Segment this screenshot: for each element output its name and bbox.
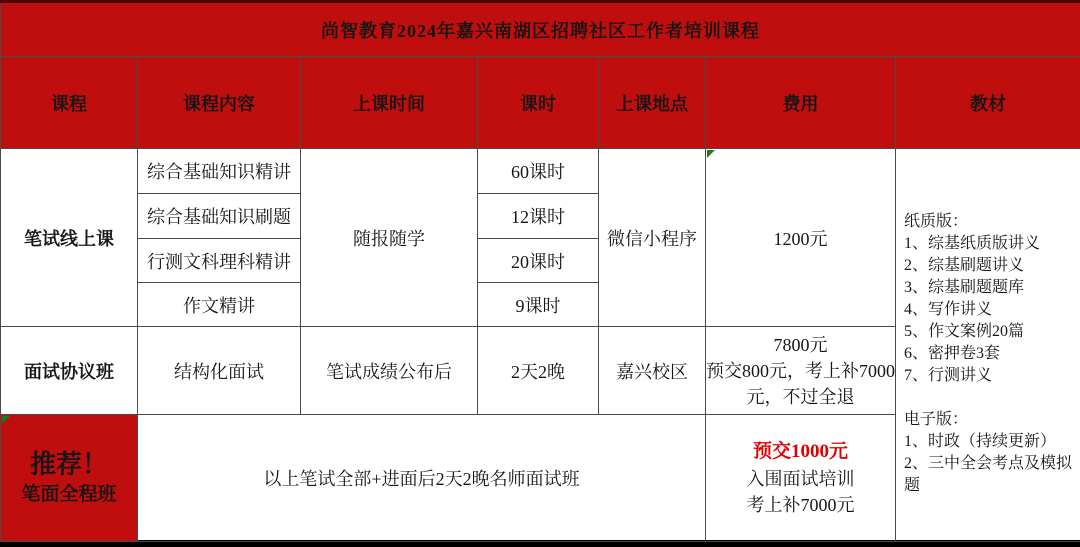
interview-course-hours: 2天2晚 [478,327,599,415]
combo-fee-line: 入围面试培训 [746,469,855,489]
interview-fee-line: 7800元 [773,334,828,355]
materials-list [896,211,1080,497]
materials-paper-title: 纸质版： [904,213,969,230]
materials-digital-item: 2、三中全会考点及模拟题 [904,455,1073,494]
materials-paper-item: 6、密押卷3套 [904,345,1001,362]
written-item-content: 作文精讲 [138,283,301,327]
interview-course-content: 结构化面试 [138,327,301,415]
written-item-hours: 20课时 [478,239,599,283]
table-row [1,149,1080,194]
written-course-fee-cell [706,149,896,327]
error-flag-icon [707,150,715,158]
materials-digital-title: 电子版： [904,411,969,428]
written-course-schedule: 随报随学 [301,149,478,327]
combo-course-name-cell [1,415,138,542]
written-item-hours: 60课时 [478,149,599,194]
col-header-content: 课程内容 [138,57,301,149]
written-course-fee: 1200元 [773,228,828,249]
col-header-schedule: 上课时间 [301,57,478,149]
written-item-content: 综合基础知识刷题 [138,194,301,239]
materials-paper-item: 7、行测讲义 [904,367,993,384]
materials-paper-item: 3、综基刷题题库 [904,279,1025,296]
written-course-name: 笔试线上课 [1,149,138,327]
combo-fee-line: 考上补7000元 [746,495,855,515]
combo-course-badge: 推荐！ [29,450,108,479]
materials-paper-item: 1、综基纸质版讲义 [904,235,1041,252]
col-header-course: 课程 [1,57,138,149]
materials-paper-item: 4、写作讲义 [904,301,993,318]
combo-course-content: 以上笔试全部+进面后2天2晚名师面试班 [138,415,706,542]
col-header-fee: 费用 [706,57,896,149]
materials-cell [896,149,1080,542]
error-flag-icon [2,416,10,424]
col-header-hours: 课时 [478,57,599,149]
interview-course-name: 面试协议班 [1,327,138,415]
combo-course-name: 笔面全程班 [21,484,117,505]
written-item-content: 综合基础知识精讲 [138,149,301,194]
materials-digital-item: 1、时政（持续更新） [904,433,1057,450]
written-item-content: 行测文科理科精讲 [138,239,301,283]
materials-spacer [904,387,1078,409]
combo-fee-highlight: 预交1000元 [752,441,848,462]
col-header-location: 上课地点 [599,57,706,149]
interview-course-schedule: 笔试成绩公布后 [301,327,478,415]
materials-paper-item: 2、综基刷题讲义 [904,257,1025,274]
written-item-hours: 12课时 [478,194,599,239]
interview-fee-line: 元，不过全退 [746,386,855,407]
interview-course-location: 嘉兴校区 [599,327,706,415]
col-header-material: 教材 [896,57,1080,149]
written-course-location: 微信小程序 [599,149,706,327]
interview-course-fee-cell [706,327,896,415]
written-item-hours: 9课时 [478,283,599,327]
interview-fee-line: 预交800元，考上补7000 [706,360,895,381]
page-title: 尚智教育2024年嘉兴南湖区招聘社区工作者培训课程 [1,2,1080,57]
materials-paper-item: 5、作文案例20篇 [904,323,1025,340]
combo-course-fee-cell [706,415,896,542]
